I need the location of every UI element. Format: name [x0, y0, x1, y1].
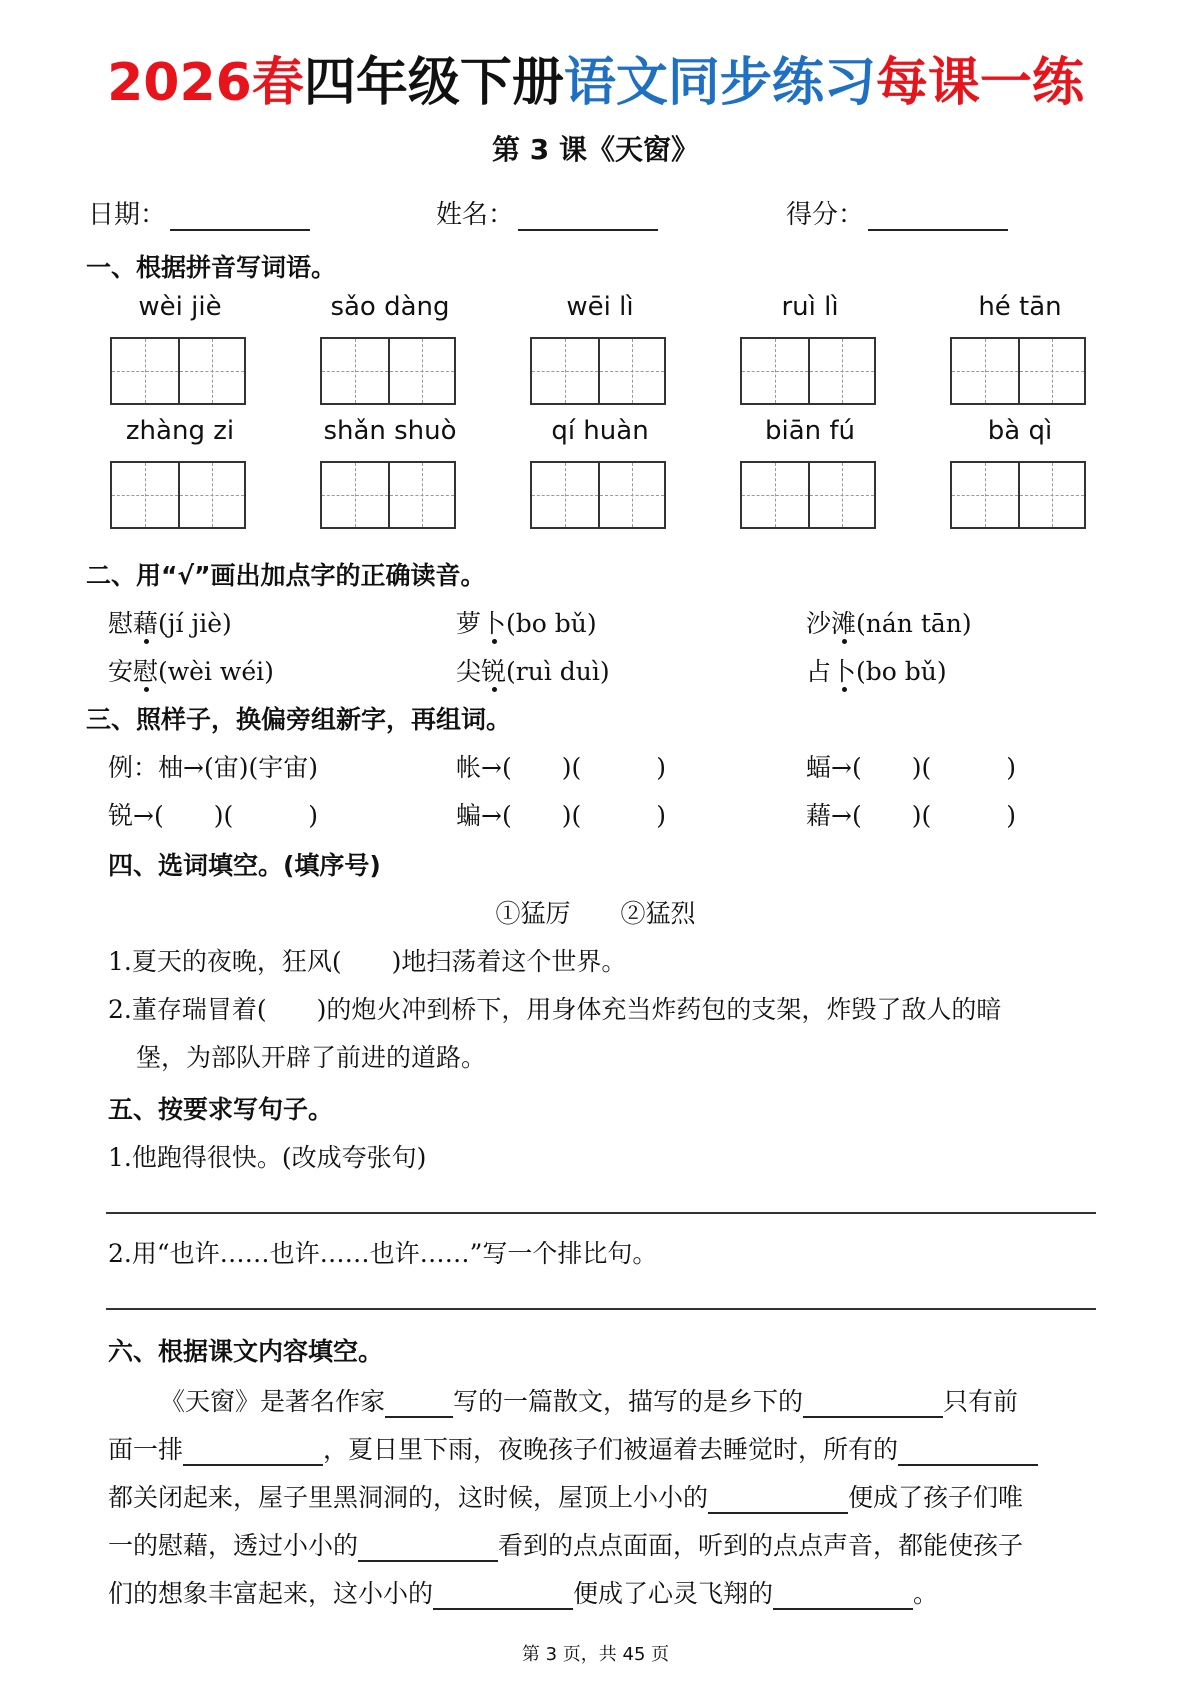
score-field[interactable]	[786, 194, 1008, 231]
char: 占	[806, 657, 832, 686]
reading-options[interactable]: (nán tān)	[856, 609, 972, 638]
example-item: 例：柚→(宙)(宇宙)	[108, 753, 318, 782]
passage-text: 便成了孩子们唯	[848, 1483, 1024, 1512]
fill-blank[interactable]	[773, 1584, 913, 1610]
dotted-char: 卜	[831, 657, 857, 686]
section6-heading: 六、根据课文内容填空。	[108, 1337, 384, 1366]
char: 沙	[806, 609, 832, 638]
answer-line[interactable]	[106, 1308, 1096, 1310]
passage-text: 一的慰藉，透过小小的	[108, 1531, 359, 1560]
fill-question-2-cont: 堡，为部队开辟了前进的道路。	[136, 1043, 487, 1072]
passage-line	[108, 1430, 1038, 1466]
section1-heading: 一、根据拼音写词语。	[86, 253, 337, 282]
pinyin-label: wēi lì	[566, 292, 634, 322]
reading-item[interactable]	[108, 652, 274, 688]
reading-item[interactable]	[108, 604, 232, 640]
fill-blank[interactable]	[433, 1584, 573, 1610]
title-grade: 四年级下册	[303, 53, 564, 113]
passage-text: 看到的点点面面，听到的点点声音，都能使孩子	[498, 1531, 1024, 1560]
title-year: 2026春	[107, 53, 304, 113]
dotted-char: 慰	[133, 657, 159, 686]
passage-text: 便成了心灵飞翔的	[573, 1579, 774, 1608]
passage-line	[160, 1382, 1018, 1418]
passage-text: 《天窗》是著名作家	[160, 1387, 386, 1416]
reading-options[interactable]: (ruì duì)	[506, 657, 610, 686]
dotted-char: 藉	[133, 609, 159, 638]
date-field[interactable]	[88, 194, 310, 231]
pinyin-label: hé tān	[978, 292, 1062, 322]
answer-line[interactable]	[106, 1212, 1096, 1214]
reading-options[interactable]: (wèi wéi)	[158, 657, 274, 686]
section3-heading: 三、照样子，换偏旁组新字，再组词。	[86, 705, 512, 734]
reading-item[interactable]	[456, 652, 610, 688]
passage-text: 面一排	[108, 1435, 184, 1464]
writing-grid[interactable]	[110, 337, 246, 405]
passage-text: 都关闭起来，屋子里黑洞洞的，这时候，屋顶上小小的	[108, 1483, 709, 1512]
passage-line	[108, 1526, 1023, 1562]
section4-heading: 四、选词填空。(填序号)	[108, 851, 381, 880]
radical-item[interactable]: 藉→( )( )	[806, 801, 1016, 830]
date-blank[interactable]	[170, 203, 310, 231]
writing-grid[interactable]	[950, 337, 1086, 405]
fill-blank[interactable]	[385, 1392, 453, 1418]
char: 萝	[456, 609, 482, 638]
passage-text: 写的一篇散文，描写的是乡下的	[453, 1387, 804, 1416]
pinyin-label: qí huàn	[551, 416, 649, 446]
fill-blank[interactable]	[708, 1488, 848, 1514]
pinyin-label: shǎn shuò	[323, 416, 457, 446]
fill-blank[interactable]	[183, 1440, 323, 1466]
writing-grid[interactable]	[320, 337, 456, 405]
pinyin-label: sǎo dàng	[330, 292, 450, 322]
writing-grid[interactable]	[110, 461, 246, 529]
radical-item[interactable]: 锐→( )( )	[108, 801, 318, 830]
name-blank[interactable]	[518, 203, 658, 231]
pinyin-label: wèi jiè	[138, 292, 222, 322]
char: 安	[108, 657, 134, 686]
fill-question-1[interactable]: 1.夏天的夜晚，狂风( )地扫荡着这个世界。	[108, 947, 627, 976]
name-field[interactable]	[436, 194, 658, 231]
passage-text: 们的想象丰富起来，这小小的	[108, 1579, 434, 1608]
writing-grid[interactable]	[950, 461, 1086, 529]
sentence-question-1: 1.他跑得很快。(改成夸张句)	[108, 1143, 427, 1172]
radical-item[interactable]: 蝠→( )( )	[806, 753, 1016, 782]
page-title	[0, 48, 1191, 118]
passage-text: ，夏日里下雨，夜晚孩子们被逼着去睡觉时，所有的	[323, 1435, 899, 1464]
pinyin-label: bà qì	[987, 416, 1053, 446]
name-label: 姓名：	[436, 200, 515, 230]
sentence-question-2: 2.用“也许……也许……也许……”写一个排比句。	[108, 1239, 658, 1268]
fill-blank[interactable]	[803, 1392, 943, 1418]
reading-options[interactable]: (bo bǔ)	[856, 657, 947, 686]
pinyin-label: ruì lì	[781, 292, 839, 322]
reading-item[interactable]	[806, 652, 947, 688]
date-label: 日期：	[88, 200, 167, 230]
fill-question-2[interactable]: 2.董存瑞冒着( )的炮火冲到桥下，用身体充当炸药包的支架，炸毁了敌人的暗	[108, 995, 1002, 1024]
lesson-subtitle: 第 3 课《天窗》	[492, 133, 699, 166]
radical-item[interactable]: 帐→( )( )	[456, 753, 666, 782]
page-number: 第 3 页，共 45 页	[521, 1644, 670, 1665]
char: 尖	[456, 657, 482, 686]
section5-heading: 五、按要求写句子。	[108, 1095, 334, 1124]
writing-grid[interactable]	[320, 461, 456, 529]
word-options: ①猛厉 ②猛烈	[495, 899, 696, 928]
reading-options[interactable]: (jí jiè)	[158, 609, 232, 638]
passage-line	[108, 1574, 938, 1610]
radical-item[interactable]: 蝙→( )( )	[456, 801, 666, 830]
writing-grid[interactable]	[530, 337, 666, 405]
title-series: 每课一练	[875, 53, 1084, 113]
score-blank[interactable]	[868, 203, 1008, 231]
passage-text: 只有前	[943, 1387, 1019, 1416]
dotted-char: 滩	[831, 609, 857, 638]
dotted-char: 锐	[481, 657, 507, 686]
pinyin-label: zhàng zi	[125, 416, 235, 446]
pinyin-label: biān fú	[764, 416, 856, 446]
passage-line	[108, 1478, 1023, 1514]
section2-heading: 二、用“√”画出加点字的正确读音。	[86, 561, 486, 590]
char: 慰	[108, 609, 134, 638]
reading-options[interactable]: (bo bǔ)	[506, 609, 597, 638]
writing-grid[interactable]	[740, 337, 876, 405]
writing-grid[interactable]	[530, 461, 666, 529]
score-label: 得分：	[786, 200, 865, 230]
fill-blank[interactable]	[898, 1440, 1038, 1466]
title-subject: 语文同步练习	[563, 53, 876, 113]
reading-item[interactable]	[806, 604, 972, 640]
passage-text: 。	[913, 1579, 939, 1608]
writing-grid[interactable]	[740, 461, 876, 529]
fill-blank[interactable]	[358, 1536, 498, 1562]
dotted-char: 卜	[481, 609, 507, 638]
reading-item[interactable]	[456, 604, 597, 640]
